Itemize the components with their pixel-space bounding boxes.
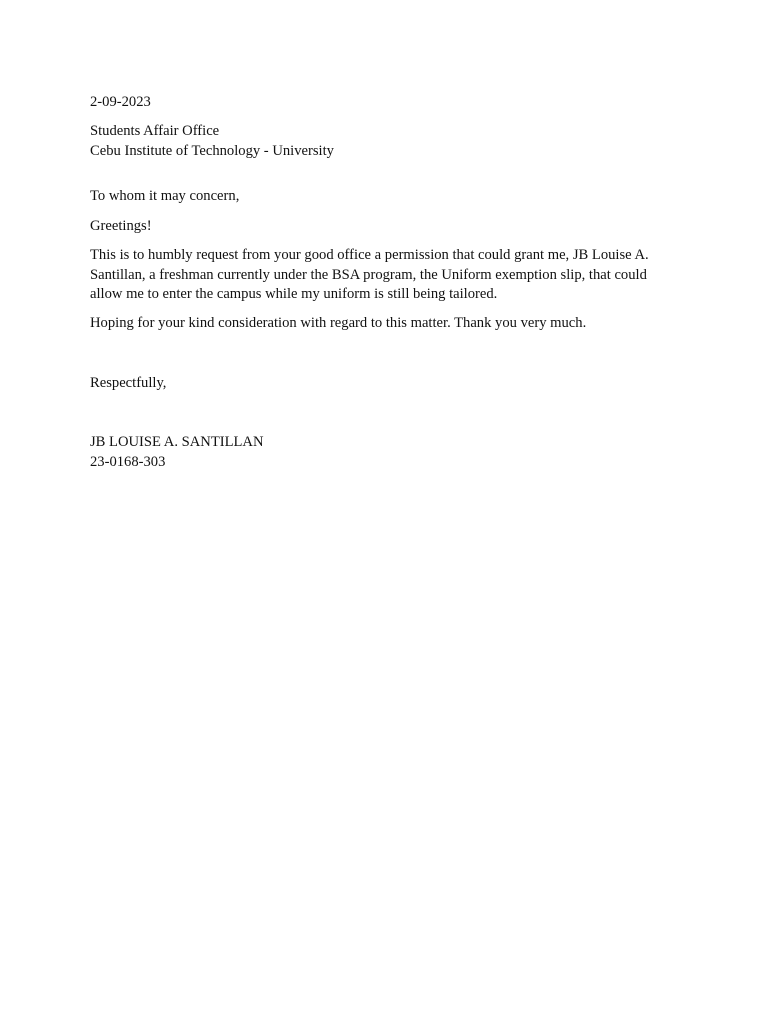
body-line: Santillan, a freshman currently under the BSA program, the Uniform exemption slip, that could — [90, 266, 647, 283]
closing-paragraph: Hoping for your kind consideration with regard to this matter. Thank you very much. — [90, 315, 587, 331]
greeting: Greetings! — [90, 218, 152, 234]
recipient-office: Students Affair Office — [90, 123, 220, 139]
signature-block — [90, 433, 264, 472]
body-line: allow me to enter the campus while my uniform is still being tailored. — [90, 286, 498, 302]
recipient-block — [90, 122, 334, 161]
signer-name: JB LOUISE A. SANTILLAN — [90, 434, 264, 450]
signoff: Respectfully, — [90, 375, 167, 391]
recipient-institution: Cebu Institute of Technology - University — [90, 142, 334, 159]
signer-id-number: 23-0168-303 — [90, 453, 166, 470]
body-line: This is to humbly request from your good office a permission that could grant me, JB Louise A. — [90, 247, 649, 263]
body-paragraph — [90, 246, 680, 305]
salutation: To whom it may concern, — [90, 188, 240, 204]
letter-date: 2-09-2023 — [90, 94, 151, 110]
